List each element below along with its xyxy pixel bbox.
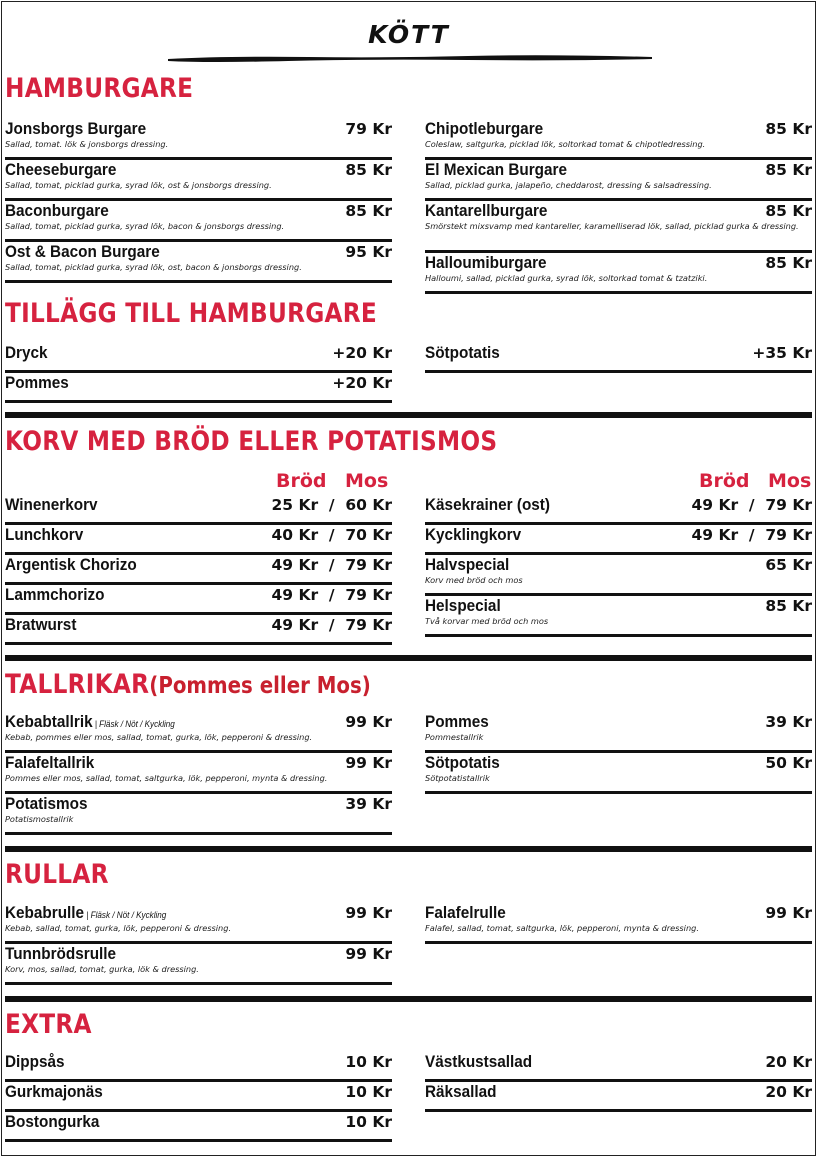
menu-item-price: 40 Kr / 70 Kr [271, 526, 392, 544]
menu-item-row [425, 495, 812, 515]
menu-item-name [425, 343, 500, 363]
column-header-mos: Mos [345, 470, 389, 492]
menu-item-name [5, 944, 116, 964]
korv-left-column [5, 495, 392, 645]
menu-item-name-text: Winenerkorv [5, 495, 98, 514]
menu-item [5, 712, 392, 753]
column-header-brod: Bröd [276, 470, 327, 492]
menu-item [5, 585, 392, 615]
menu-item-name-text: Baconburgare [5, 201, 109, 220]
menu-item-name [425, 1052, 532, 1072]
menu-item [425, 555, 812, 596]
menu-item-name [5, 615, 76, 635]
menu-item-name [425, 253, 547, 273]
menu-item-row [425, 1052, 812, 1072]
section-title-extra: EXTRA [5, 1009, 92, 1040]
menu-item-price: 85 Kr [765, 202, 812, 220]
menu-item-name-text: Lunchkorv [5, 525, 84, 544]
menu-item-name-text: Kantarellburgare [425, 201, 548, 220]
menu-item-name-text: Käsekrainer (ost) [425, 495, 551, 514]
menu-item [425, 1052, 812, 1082]
menu-item-name-text: Halloumiburgare [425, 253, 547, 272]
menu-item-name-text: Jonsborgs Burgare [5, 119, 147, 138]
menu-item-name [425, 596, 501, 616]
menu-item [5, 944, 392, 985]
menu-item-row [425, 119, 812, 139]
section-title-rullar: RULLAR [5, 859, 109, 890]
menu-item [5, 373, 392, 403]
menu-item-name-text: Dryck [5, 343, 48, 362]
menu-item-name [5, 903, 166, 923]
column-header-brod-right: Bröd [699, 470, 750, 492]
hamburgare-right-column [425, 119, 812, 294]
menu-item-row [5, 1082, 392, 1102]
menu-item-row [5, 903, 392, 923]
menu-item [425, 343, 812, 373]
menu-item-price: 65 Kr [765, 556, 812, 574]
menu-item-price: 99 Kr [345, 713, 392, 731]
menu-item [425, 160, 812, 201]
menu-item [5, 343, 392, 373]
menu-item [425, 119, 812, 160]
menu-item-name-text: Västkustsallad [425, 1052, 533, 1071]
menu-item [425, 1082, 812, 1112]
menu-item-row [425, 555, 812, 575]
menu-item-description: Coleslaw, saltgurka, picklad lök, soltorkad tomat & chipotledressing. [425, 139, 706, 149]
menu-item-price: 85 Kr [765, 254, 812, 272]
tillagg-right-column [425, 343, 812, 373]
menu-item-row [425, 596, 812, 616]
menu-item-name-text: Kebabtallrik [5, 712, 93, 731]
menu-item-name [5, 160, 116, 180]
menu-item [425, 753, 812, 794]
menu-item-description: Sallad, tomat, picklad gurka, syrad lök, bacon & jonsborgs dressing. [5, 221, 285, 231]
menu-item-price: 95 Kr [345, 243, 392, 261]
menu-item-row [425, 343, 812, 363]
menu-item-price: +35 Kr [752, 344, 812, 362]
menu-item-name [5, 242, 160, 262]
menu-item-description: Halloumi, sallad, picklad gurka, syrad lök, soltorkad tomat & tzatziki. [425, 273, 708, 283]
menu-item-name [5, 201, 109, 221]
menu-item-description: Sötpotatistallrik [425, 773, 490, 783]
menu-item [5, 160, 392, 201]
menu-item-description: Sallad, tomat, picklad gurka, syrad lök, ost & jonsborgs dressing. [5, 180, 272, 190]
menu-item [5, 242, 392, 283]
menu-item-price: 49 Kr / 79 Kr [271, 586, 392, 604]
menu-item-description: Korv med bröd och mos [425, 575, 523, 585]
menu-item-price: 85 Kr [345, 161, 392, 179]
menu-item-price: +20 Kr [332, 374, 392, 392]
extra-left-column [5, 1052, 392, 1142]
menu-item-row [5, 712, 392, 732]
menu-item-name [5, 753, 94, 773]
menu-item [5, 1082, 392, 1112]
tallrikar-subtitle: (Pommes eller Mos) [149, 673, 371, 699]
menu-item-row [5, 555, 392, 575]
menu-item [425, 201, 812, 253]
tallrikar-title-main: TALLRIKAR [5, 669, 150, 700]
menu-item-description: Kebab, pommes eller mos, sallad, tomat, gurka, lök, pepperoni & dressing. [5, 732, 313, 742]
menu-item-price: 99 Kr [345, 754, 392, 772]
menu-item-name-text: Bratwurst [5, 615, 77, 634]
menu-item [5, 1112, 392, 1142]
menu-item-row [425, 160, 812, 180]
menu-item-row [5, 944, 392, 964]
menu-item-name-text: Halvspecial [425, 555, 510, 574]
menu-item-description: Pommes eller mos, sallad, tomat, saltgurka, lök, pepperoni, mynta & dressing. [5, 773, 328, 783]
menu-item-name-text: Kycklingkorv [425, 525, 522, 544]
menu-item-name-text: Argentisk Chorizo [5, 555, 137, 574]
menu-item-name [5, 1052, 65, 1072]
menu-item-name-text: Kebabrulle [5, 903, 85, 922]
menu-item-row [5, 495, 392, 515]
menu-item-description: Sallad, tomat, picklad gurka, syrad lök, ost, bacon & jonsborgs dressing. [5, 262, 302, 272]
menu-item-row [5, 1112, 392, 1132]
menu-item [425, 525, 812, 555]
menu-item-price: 49 Kr / 79 Kr [271, 556, 392, 574]
tallrikar-left-column [5, 712, 392, 835]
menu-item-name [425, 903, 506, 923]
section-title-tallrikar [5, 669, 371, 700]
section-title-hamburgare: HAMBURGARE [5, 73, 194, 104]
menu-item-name [5, 794, 87, 814]
menu-item [5, 119, 392, 160]
menu-item [5, 615, 392, 645]
menu-item-description: Potatismostallrik [5, 814, 74, 824]
menu-item-name-text: Chipotleburgare [425, 119, 544, 138]
page-title: KÖTT [368, 20, 450, 49]
menu-item-description: Sallad, picklad gurka, jalapeño, cheddarost, dressing & salsadressing. [425, 180, 712, 190]
menu-item-name-text: Bostongurka [5, 1112, 100, 1131]
menu-item-row [5, 585, 392, 605]
menu-item-description: Två korvar med bröd och mos [425, 616, 549, 626]
menu-item-price: 50 Kr [765, 754, 812, 772]
menu-item [5, 525, 392, 555]
menu-item [425, 712, 812, 753]
menu-item-price: 39 Kr [345, 795, 392, 813]
section-divider [5, 846, 812, 852]
section-divider [5, 655, 812, 661]
menu-item-price: 99 Kr [765, 904, 812, 922]
menu-item-row [5, 242, 392, 262]
menu-item-row [5, 615, 392, 635]
menu-item-name-text: Pommes [425, 712, 489, 731]
menu-item-price: +20 Kr [332, 344, 392, 362]
menu-item-name-text: Gurkmajonäs [5, 1082, 103, 1101]
menu-item-price: 79 Kr [345, 120, 392, 138]
menu-item-tag: | Fläsk / Nöt / Kyckling [92, 719, 175, 729]
menu-item-price: 10 Kr [345, 1083, 392, 1101]
menu-item-row [425, 712, 812, 732]
section-divider [5, 412, 812, 418]
menu-item-price: 49 Kr / 79 Kr [691, 526, 812, 544]
rullar-left-column [5, 903, 392, 985]
column-header-mos-right: Mos [768, 470, 812, 492]
menu-item-price: 39 Kr [765, 713, 812, 731]
menu-item-name [5, 525, 83, 545]
menu-item-price: 85 Kr [765, 597, 812, 615]
menu-item-name [5, 119, 146, 139]
menu-item-name [425, 1082, 496, 1102]
menu-item-name [5, 495, 98, 515]
menu-item [5, 753, 392, 794]
menu-item-name [5, 343, 48, 363]
menu-item-row [5, 1052, 392, 1072]
menu-item-price: 85 Kr [345, 202, 392, 220]
menu-item-name [425, 201, 547, 221]
menu-item-name-text: Falafelrulle [425, 903, 506, 922]
menu-item-name [425, 712, 489, 732]
menu-item [5, 794, 392, 835]
menu-item-price: 10 Kr [345, 1113, 392, 1131]
menu-item-price: 49 Kr / 79 Kr [271, 616, 392, 634]
menu-item-name [5, 712, 175, 732]
menu-item-row [425, 1082, 812, 1102]
menu-item-row [5, 201, 392, 221]
menu-item-name-text: El Mexican Burgare [425, 160, 568, 179]
brush-underline [168, 54, 652, 62]
menu-item-name-text: Cheeseburgare [5, 160, 117, 179]
menu-item [425, 596, 812, 637]
menu-item-row [425, 903, 812, 923]
menu-item-price: 20 Kr [765, 1083, 812, 1101]
menu-item-name [425, 160, 567, 180]
menu-item-name-text: Ost & Bacon Burgare [5, 242, 160, 261]
menu-item-name [425, 525, 521, 545]
menu-item [5, 201, 392, 242]
menu-item-row [5, 753, 392, 773]
menu-item-name-text: Räksallad [425, 1082, 497, 1101]
menu-item-price: 49 Kr / 79 Kr [691, 496, 812, 514]
menu-item-name [425, 753, 500, 773]
menu-item-row [5, 343, 392, 363]
tillagg-left-column [5, 343, 392, 403]
hamburgare-left-column [5, 119, 392, 283]
menu-item [425, 253, 812, 294]
menu-item-description: Kebab, sallad, tomat, gurka, lök, pepperoni & dressing. [5, 923, 232, 933]
menu-item-name [5, 585, 104, 605]
menu-item-row [425, 525, 812, 545]
menu-item-row [5, 160, 392, 180]
section-title-tillagg: TILLÄGG TILL HAMBURGARE [5, 298, 378, 329]
menu-item-price: 25 Kr / 60 Kr [271, 496, 392, 514]
menu-item-row [5, 794, 392, 814]
menu-item-name-text: Tunnbrödsrulle [5, 944, 117, 963]
menu-item-name-text: Falafeltallrik [5, 753, 95, 772]
menu-item-name [425, 555, 509, 575]
menu-item-name-text: Sötpotatis [425, 343, 500, 362]
menu-item-price: 20 Kr [765, 1053, 812, 1071]
section-divider [5, 996, 812, 1002]
menu-item-name [5, 373, 69, 393]
menu-item-row [425, 201, 812, 221]
menu-item-row [5, 373, 392, 393]
menu-item-price: 10 Kr [345, 1053, 392, 1071]
menu-item-row [5, 525, 392, 545]
menu-item-name [5, 1082, 103, 1102]
menu-item [425, 903, 812, 944]
menu-item-name-text: Pommes [5, 373, 69, 392]
menu-item-name-text: Lammchorizo [5, 585, 105, 604]
menu-item-description: Sallad, tomat. lök & jonsborgs dressing. [5, 139, 169, 149]
section-title-korv: KORV MED BRÖD ELLER POTATISMOS [5, 426, 498, 457]
menu-item-name [5, 1112, 99, 1132]
menu-item-price: 85 Kr [765, 120, 812, 138]
menu-item-description: Korv, mos, sallad, tomat, gurka, lök & dressing. [5, 964, 199, 974]
menu-item-description: Smörstekt mixsvamp med kantareller, karamelliserad lök, sallad, picklad gurka & dressing. [425, 221, 799, 231]
korv-right-column [425, 495, 812, 637]
menu-item-row [5, 119, 392, 139]
menu-item-description: Falafel, sallad, tomat, saltgurka, lök, pepperoni, mynta & dressing. [425, 923, 699, 933]
tallrikar-right-column [425, 712, 812, 794]
menu-item-name-text: Potatismos [5, 794, 88, 813]
menu-item-name [5, 555, 137, 575]
menu-item-name-text: Sötpotatis [425, 753, 500, 772]
menu-item [425, 495, 812, 525]
menu-item-row [425, 253, 812, 273]
menu-item [5, 903, 392, 944]
menu-item-name-text: Dippsås [5, 1052, 65, 1071]
menu-item-description: Pommestallrik [425, 732, 484, 742]
menu-item-price: 99 Kr [345, 904, 392, 922]
menu-item [5, 1052, 392, 1082]
menu-item-row [425, 753, 812, 773]
menu-item-price: 85 Kr [765, 161, 812, 179]
menu-item [5, 495, 392, 525]
rullar-right-column [425, 903, 812, 944]
extra-right-column [425, 1052, 812, 1112]
menu-item-tag: | Fläsk / Nöt / Kyckling [84, 910, 167, 920]
menu-item-name [425, 119, 543, 139]
menu-item-name [425, 495, 550, 515]
menu-item [5, 555, 392, 585]
menu-item-price: 99 Kr [345, 945, 392, 963]
menu-item-name-text: Helspecial [425, 596, 501, 615]
